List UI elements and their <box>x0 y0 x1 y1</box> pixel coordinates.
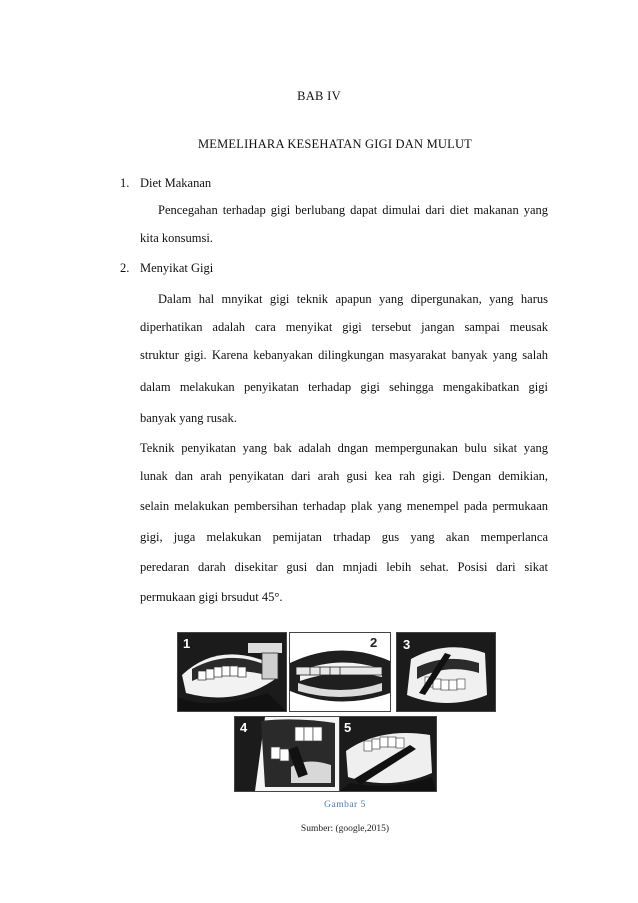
figure-panel-4 <box>234 716 340 792</box>
figure-panel-5 <box>339 716 437 792</box>
paragraph-line: banyak yang rusak. <box>140 411 237 425</box>
section-number: 1. <box>120 176 130 190</box>
mouth-illustration <box>235 717 339 791</box>
section-heading-brushing: Menyikat Gigi <box>140 261 214 275</box>
paragraph-line: peredaran darah disekitar gusi dan mnjadi lebih sehat. Posisi dari sikat <box>140 560 548 574</box>
paragraph-line: Pencegahan terhadap gigi berlubang dapat dimulai dari diet makanan yang <box>158 203 548 217</box>
paragraph-line: Teknik penyikatan yang bak adalah dngan mempergunakan bulu sikat yang <box>140 441 548 455</box>
paragraph-line: dalam melakukan penyikatan terhadap gigi sehingga mengakibatkan gigi <box>140 380 548 394</box>
panel-label: 5 <box>344 720 352 735</box>
figure-panel-2 <box>289 632 391 712</box>
paragraph-line: lunak dan arah penyikatan dari arah gusi kea rah gigi. Dengan demikian, <box>140 469 548 483</box>
paragraph-line: kita konsumsi. <box>140 231 213 245</box>
panel-label: 4 <box>240 720 248 735</box>
figure-panel-1 <box>177 632 287 712</box>
section-number: 2. <box>120 261 130 275</box>
figure-panel-3 <box>396 632 496 712</box>
figure-caption: Gambar 5 <box>324 800 366 810</box>
mouth-illustration <box>397 633 495 711</box>
panel-label: 3 <box>403 637 411 652</box>
chapter-label: BAB IV <box>297 89 341 103</box>
paragraph-line: selain melakukan pembersihan terhadap plak yang menempel pada permukaan <box>140 499 548 513</box>
paragraph-line: permukaan gigi brsudut 45°. <box>140 590 283 604</box>
chapter-title: MEMELIHARA KESEHATAN GIGI DAN MULUT <box>197 137 473 151</box>
panel-label: 2 <box>370 635 378 650</box>
panel-label: 1 <box>183 636 191 651</box>
paragraph-line: diperhatikan adalah cara menyikat gigi tersebut jangan sampai meusak <box>140 320 548 334</box>
figure-source: Sumber: (google,2015) <box>300 824 390 834</box>
mouth-illustration <box>178 633 286 711</box>
paragraph-line: gigi, juga melakukan pemijatan trhadap gus yang akan memperlanca <box>140 530 548 544</box>
paragraph-line: struktur gigi. Karena kebanyakan dilingkungan masyarakat banyak yang salah <box>140 348 548 362</box>
mouth-illustration <box>340 717 436 791</box>
section-heading-diet: Diet Makanan <box>140 176 212 190</box>
paragraph-line: Dalam hal mnyikat gigi teknik apapun yang dipergunakan, yang harus <box>158 292 548 306</box>
